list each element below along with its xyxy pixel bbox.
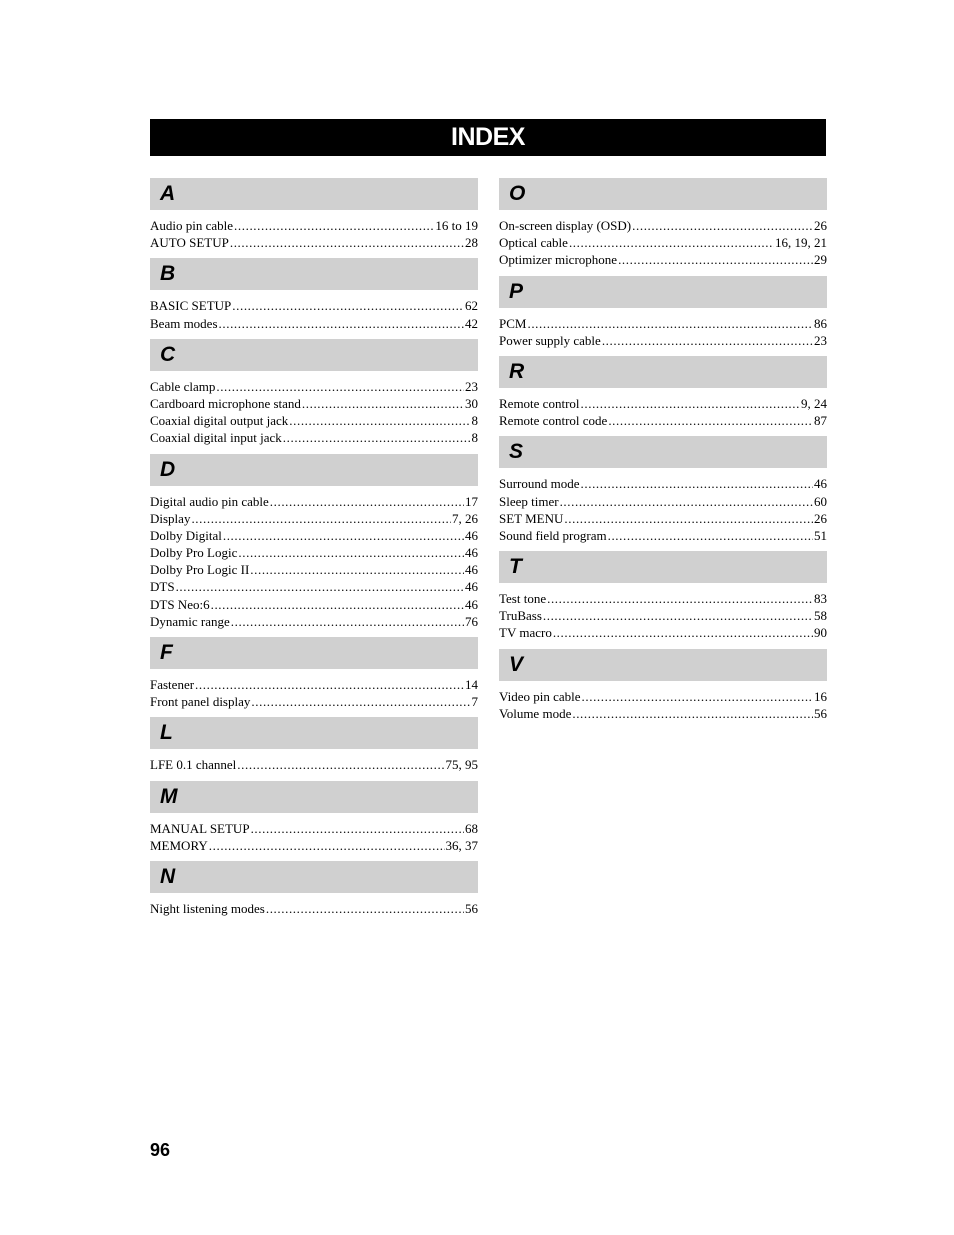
index-entry [499,412,827,429]
dot-leader [283,429,471,446]
index-title: INDEX [150,119,826,156]
dot-leader [216,378,464,395]
dot-leader [250,561,464,578]
index-entry [499,217,827,234]
entry-page: 87 [814,413,827,429]
page-number: 96 [150,1140,171,1160]
section-letter: N [160,864,176,888]
section-letter: S [509,440,524,464]
entry-term: Coaxial digital input jack [150,430,282,446]
entry-page: 46 [465,579,478,595]
entry-term: Video pin cable [499,688,581,704]
index-entry [150,561,478,578]
entry-page: 46 [465,545,478,561]
entry-page: 7 [471,694,478,710]
entry-page: 46 [465,562,478,578]
entry-term: DTS Neo:6 [150,596,210,612]
index-entry [499,705,827,722]
index-entry [499,475,827,492]
entry-list [499,308,827,356]
section-header [499,178,827,210]
index-entry [499,315,827,332]
section-letter: V [509,652,524,676]
section-header [150,781,478,813]
index-entry [499,395,827,412]
index-entry [150,613,478,630]
entry-term: AUTO SETUP [150,235,229,251]
entry-page: 36, 37 [445,837,478,853]
entry-page: 83 [814,591,827,607]
entry-term: Cardboard microphone stand [150,395,301,411]
index-entry [150,315,478,332]
entry-page: 23 [465,378,478,394]
entry-page: 75, 95 [445,757,478,773]
dot-leader [581,475,813,492]
entry-term: TruBass [499,608,542,624]
entry-term: MEMORY [150,837,208,853]
entry-page: 56 [465,900,478,916]
entry-term: SET MENU [499,510,564,526]
dot-leader [232,297,464,314]
dot-leader [560,493,813,510]
entry-term: Sound field program [499,527,607,543]
dot-leader [191,510,451,527]
entry-list [499,210,827,276]
dot-leader [238,544,464,561]
entry-term: Remote control [499,395,580,411]
section-letter: O [509,182,526,205]
section-header [150,178,478,210]
index-entry [150,544,478,561]
dot-leader [209,837,445,854]
entry-term: Surround mode [499,476,580,492]
entry-term: Optical cable [499,235,568,251]
entry-term: Dynamic range [150,613,230,629]
dot-leader [608,412,813,429]
section-header [150,454,478,486]
entry-page: 29 [814,252,827,268]
entry-list [499,388,827,436]
dot-leader [234,217,434,234]
dot-leader [553,624,813,641]
index-entry [150,395,478,412]
section-header [150,258,478,290]
entry-page: 86 [814,315,827,331]
section-header [499,551,827,583]
entry-page: 58 [814,608,827,624]
entry-term: Display [150,510,191,526]
entry-page: 46 [465,596,478,612]
section-letter: C [160,342,176,366]
entry-page: 76 [465,613,478,629]
dot-leader [195,676,464,693]
dot-leader [547,590,813,607]
entry-term: Digital audio pin cable [150,493,269,509]
dot-leader [223,527,464,544]
entry-page: 46 [465,527,478,543]
index-entry [499,527,827,544]
entry-term: Dolby Pro Logic II [150,562,250,578]
entry-page: 17 [465,493,478,509]
dot-leader [219,315,464,332]
entry-term: MANUAL SETUP [150,820,250,836]
index-entry [150,820,478,837]
entry-page: 16, 19, 21 [775,235,827,251]
section-letter: A [160,182,176,205]
index-entry [499,624,827,641]
section-header [499,436,827,468]
entry-page: 26 [814,510,827,526]
entry-page: 14 [465,677,478,692]
entry-term: Volume mode [499,705,572,721]
entry-term: Test tone [499,591,547,607]
index-entry [150,527,478,544]
entry-page: 23 [814,332,827,348]
index-entry [150,412,478,429]
index-entry [150,493,478,510]
section-letter: L [160,721,173,745]
entry-list [150,669,478,717]
dot-leader [211,596,464,613]
dot-leader [543,607,813,624]
dot-leader [251,820,464,837]
entry-term: Night listening modes [150,900,265,916]
index-entry [499,590,827,607]
dot-leader [289,412,470,429]
dot-leader [602,332,813,349]
section-letter: D [160,457,176,481]
entry-page: 28 [465,235,478,251]
entry-list [150,371,478,454]
index-entry [150,510,478,527]
dot-leader [251,693,470,710]
entry-page: 56 [814,705,827,721]
entry-page: 16 to 19 [435,218,478,233]
dot-leader [582,688,813,705]
section-letter: M [160,784,178,808]
index-column-left [150,178,478,924]
entry-list [499,468,827,551]
entry-term: Fastener [150,677,195,692]
entry-term: Remote control code [499,413,608,429]
entry-term: Dolby Pro Logic [150,545,238,561]
entry-page: 62 [465,298,478,314]
index-entry [499,510,827,527]
entry-list [150,486,478,638]
section-header [150,637,478,669]
dot-leader [302,395,464,412]
entry-list [150,749,478,780]
dot-leader [231,613,464,630]
section-letter: T [509,555,522,579]
entry-page: 60 [814,493,827,509]
index-entry [150,756,478,773]
entry-page: 8 [471,430,478,446]
entry-list [499,583,827,649]
entry-page: 42 [465,315,478,331]
dot-leader [266,900,464,917]
dot-leader [176,578,464,595]
index-entry [150,900,478,917]
entry-page: 8 [471,413,478,429]
dot-leader [237,756,444,773]
section-header [150,339,478,371]
entry-term: Dolby Digital [150,527,222,543]
entry-term: Cable clamp [150,378,216,394]
entry-page: 51 [814,527,827,543]
dot-leader [569,234,774,251]
dot-leader [572,705,813,722]
index-entry [150,676,478,693]
entry-page: 7, 26 [452,510,478,526]
section-header [150,861,478,893]
entry-page: 68 [465,820,478,836]
section-letter: F [160,641,173,664]
index-entry [150,596,478,613]
entry-term: TV macro [499,625,552,641]
section-letter: B [160,262,176,286]
index-entry [150,429,478,446]
entry-term: BASIC SETUP [150,298,232,314]
entry-list [150,893,478,924]
entry-term: On-screen display (OSD) [499,218,632,233]
entry-page: 9, 24 [801,395,827,411]
entry-page: 46 [814,476,827,492]
dot-leader [581,395,800,412]
entry-page: 26 [814,218,827,233]
index-entry [499,234,827,251]
index-entry [499,493,827,510]
index-entry [150,234,478,251]
entry-term: Optimizer microphone [499,252,618,268]
entry-term: Audio pin cable [150,218,234,233]
entry-list [150,290,478,338]
dot-leader [632,217,813,234]
section-header [499,356,827,388]
dot-leader [527,315,813,332]
entry-term: Beam modes [150,315,218,331]
dot-leader [564,510,813,527]
index-entry [150,578,478,595]
dot-leader [618,251,813,268]
entry-list [499,681,827,729]
dot-leader [230,234,464,251]
index-entry [150,217,478,234]
entry-list [150,210,478,258]
index-entry [150,297,478,314]
entry-page: 16 [814,688,827,704]
section-header [150,717,478,749]
index-entry [499,251,827,268]
index-entry [499,332,827,349]
index-entry [499,688,827,705]
entry-list [150,813,478,861]
entry-term: DTS [150,579,175,595]
index-entry [150,378,478,395]
entry-term: Power supply cable [499,332,601,348]
entry-page: 30 [465,395,478,411]
section-letter: P [509,279,524,303]
dot-leader [608,527,813,544]
index-column-right [499,178,827,729]
entry-term: Sleep timer [499,493,559,509]
dot-leader [270,493,464,510]
entry-term: LFE 0.1 channel [150,757,237,773]
index-entry [499,607,827,624]
section-letter: R [509,359,525,383]
entry-term: PCM [499,315,527,331]
entry-term: Coaxial digital output jack [150,413,289,429]
entry-page: 90 [814,625,827,641]
section-header [499,649,827,681]
entry-term: Front panel display [150,694,251,710]
index-entry [150,693,478,710]
section-header [499,276,827,308]
index-entry [150,837,478,854]
